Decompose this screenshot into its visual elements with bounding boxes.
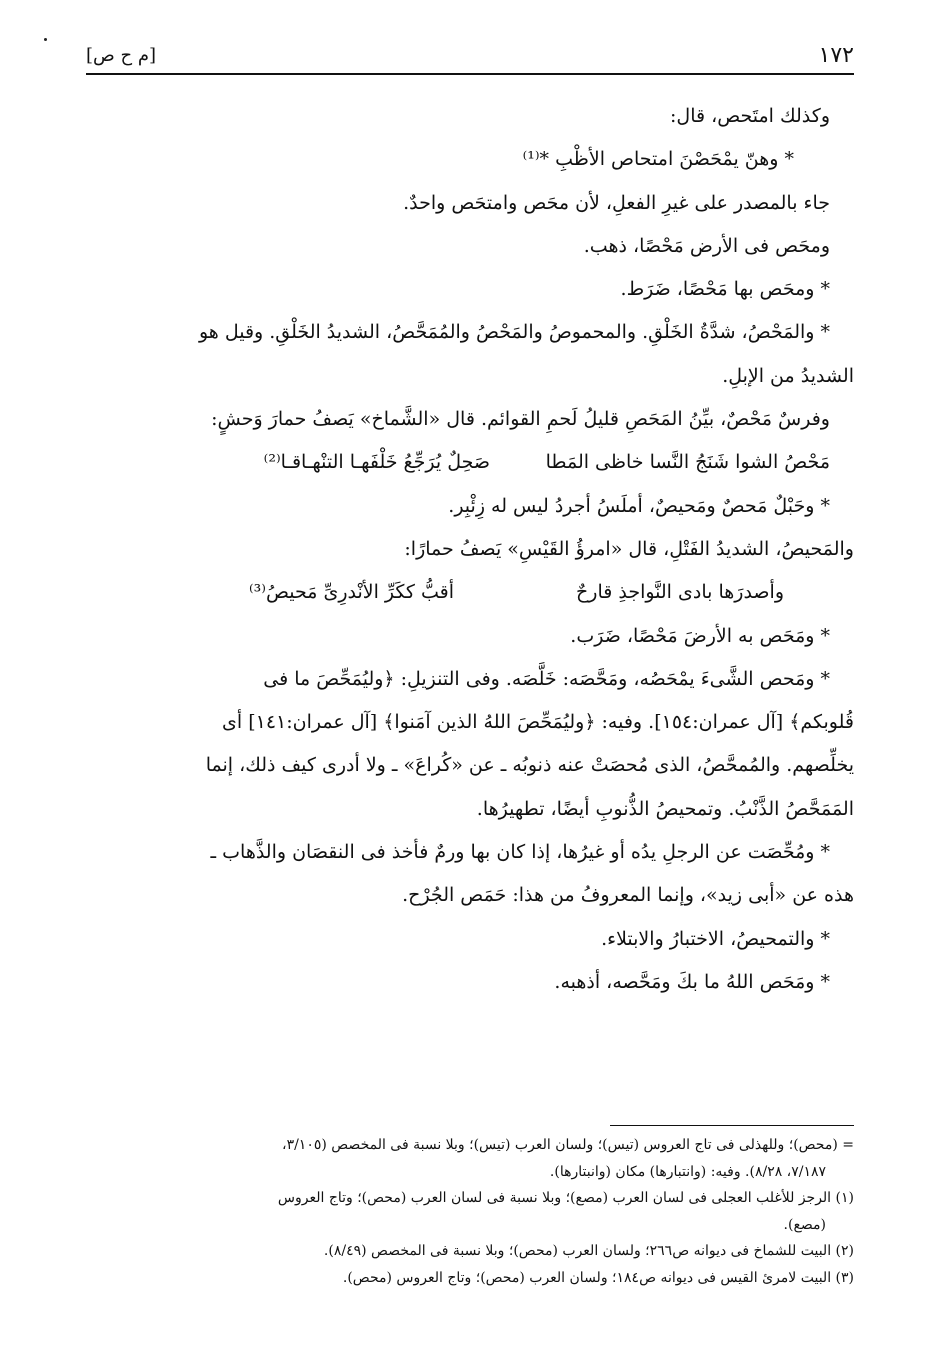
footnote-rule bbox=[610, 1125, 854, 1126]
verse-shammakh bbox=[86, 441, 854, 484]
verse-second-half: أقبُّ ككَرِّ الأنْدرِىِّ مَحيصُ⁽³⁾ bbox=[249, 581, 454, 604]
verse-imru-alqays bbox=[86, 571, 854, 614]
footnote-3: (٣) البيت لامرئ القيس فى ديوانه ص١٨٤؛ ولسان العرب (محص)؛ وتاج العروس (محص). bbox=[342, 1269, 854, 1286]
text-line: * ومُحِّصَت عن الرجلِ يدُه أو غيرُها، إذا كان بها ورمٌ فأخذ فى النقصَان والذَّهاب ـ bbox=[210, 841, 830, 864]
text-line: المَمَحَّصُ الذَّنْبُ. وتمحيصُ الذُّنوبِ أيضًا، تطهيرُها. bbox=[476, 797, 854, 820]
text-line: * ومَحَص اللهُ ما بكَ ومَحَّصه، أذهبه. bbox=[554, 970, 830, 993]
footnote-continuation: ٧/١٨٧، ٨/٢٨). وفيه: (وانتبارها) مكان (وانبتارها). bbox=[549, 1163, 826, 1180]
quote-line: * وهنّ يمْحَصْنَ امتحاص الأظْبِ *⁽¹⁾ bbox=[522, 148, 794, 171]
text-line: الشديدُ من الإبلِ. bbox=[722, 364, 854, 387]
text-line: يخلِّصهم. والمُمحَّصُ، الذى مُحصَتْ عنه ذنوبُه ـ عن «كُراعَ» ـ ولا أدرى كيف ذلك، إنما bbox=[205, 754, 854, 777]
page-header bbox=[86, 40, 854, 70]
root-tag: [م ح ص] bbox=[86, 44, 157, 66]
text-line: وفرسٌ مَحْصٌ، بيِّنُ المَحَصِ قليلُ لَحمِ القوائم. قال «الشَّماخ» يَصفُ حمارَ وَحشٍ: bbox=[211, 408, 830, 431]
text-line: * وحَبْلٌ مَحصٌ ومَحيصٌ، أملَسُ أجردُ ليس له زِئْبِر. bbox=[448, 494, 830, 517]
text-line: * والمَحْصُ، شدَّةُ الخَلْقِ. والمحموصُ والمَحْصُ والمُمَحَّصُ، الشديدُ الخَلْقِ. وقيل هو bbox=[198, 321, 830, 344]
text-line: * والتمحيصُ، الاختبارُ والابتلاء. bbox=[601, 927, 830, 950]
header-rule bbox=[86, 73, 854, 75]
verse-first-half: مَحْصُ الشوا شَنَجُ النَّسا خاظى المَطا bbox=[545, 451, 830, 474]
text-line: * ومَحص الشَّىءَ يمْحَصُه، ومَحَّصَه: خَلَّصَه. وفى التنزيلِ: ﴿وليُمَحِّصَ ما فى bbox=[263, 667, 830, 690]
footnote-2: (٢) البيت للشماخ فى ديوانه ص٢٦٦؛ ولسان العرب (محص)؛ وبلا نسبة فى المخصص (٨/٤٩). bbox=[323, 1243, 854, 1259]
verse-second-half: صَحِلٌ يُرَجِّعُ خَلْفَهـا التنْهـاقـا⁽²⁾ bbox=[263, 451, 490, 474]
text-line: هذه عن «أبى زيد»، وإنما المعروفُ من هذا: حَمَص الجُرْح. bbox=[402, 884, 854, 907]
text-line: قُلوبكم﴾ [آل عمران:١٥٤]. وفيه: ﴿وليُمَحِّصَ اللهُ الذين آمَنوا﴾ [آل عمران:١٤١] أى bbox=[222, 711, 854, 734]
page-number: ١٧٢ bbox=[818, 42, 854, 68]
text-line: وكذلك امتَحص، قال: bbox=[669, 105, 830, 127]
footnotes bbox=[86, 1132, 854, 1291]
text-line: ومحَص فى الأرض مَحْصًا، ذهب. bbox=[583, 234, 830, 257]
text-line: والمَحيصُ، الشديدُ الفَتْلِ، قال «امرؤُ القَيْسِ» يَصفُ حمارًا: bbox=[404, 537, 854, 560]
footnote-1: (١) الرجز للأغلب العجلى فى لسان العرب (مصع)؛ وبلا نسبة فى لسان العرب (محص)؛ وتاج العروس bbox=[277, 1190, 854, 1206]
entry-body bbox=[86, 95, 854, 1004]
verse-first-half: وأصدرَها بادى النَّواجذِ قارحٌ bbox=[576, 581, 784, 604]
footnote-1-continuation: (مصع). bbox=[783, 1216, 826, 1233]
footnote-continuation: = (محص)؛ وللهذلى فى تاج العروس (تيس)؛ ولسان العرب (تيس)؛ وبلا نسبة فى المخصص (٣/١٠٥، bbox=[282, 1137, 854, 1153]
text-line: * ومحَص بها مَحْصًا، ضَرَط. bbox=[620, 278, 830, 301]
text-line: * ومَحَص به الأرضَ مَحْصًا، ضَرَب. bbox=[570, 624, 830, 647]
scan-speck bbox=[44, 38, 47, 41]
text-line: جاء بالمصدر على غيرِ الفعلِ، لأن محَص وامتحَص واحدٌ. bbox=[403, 191, 830, 214]
